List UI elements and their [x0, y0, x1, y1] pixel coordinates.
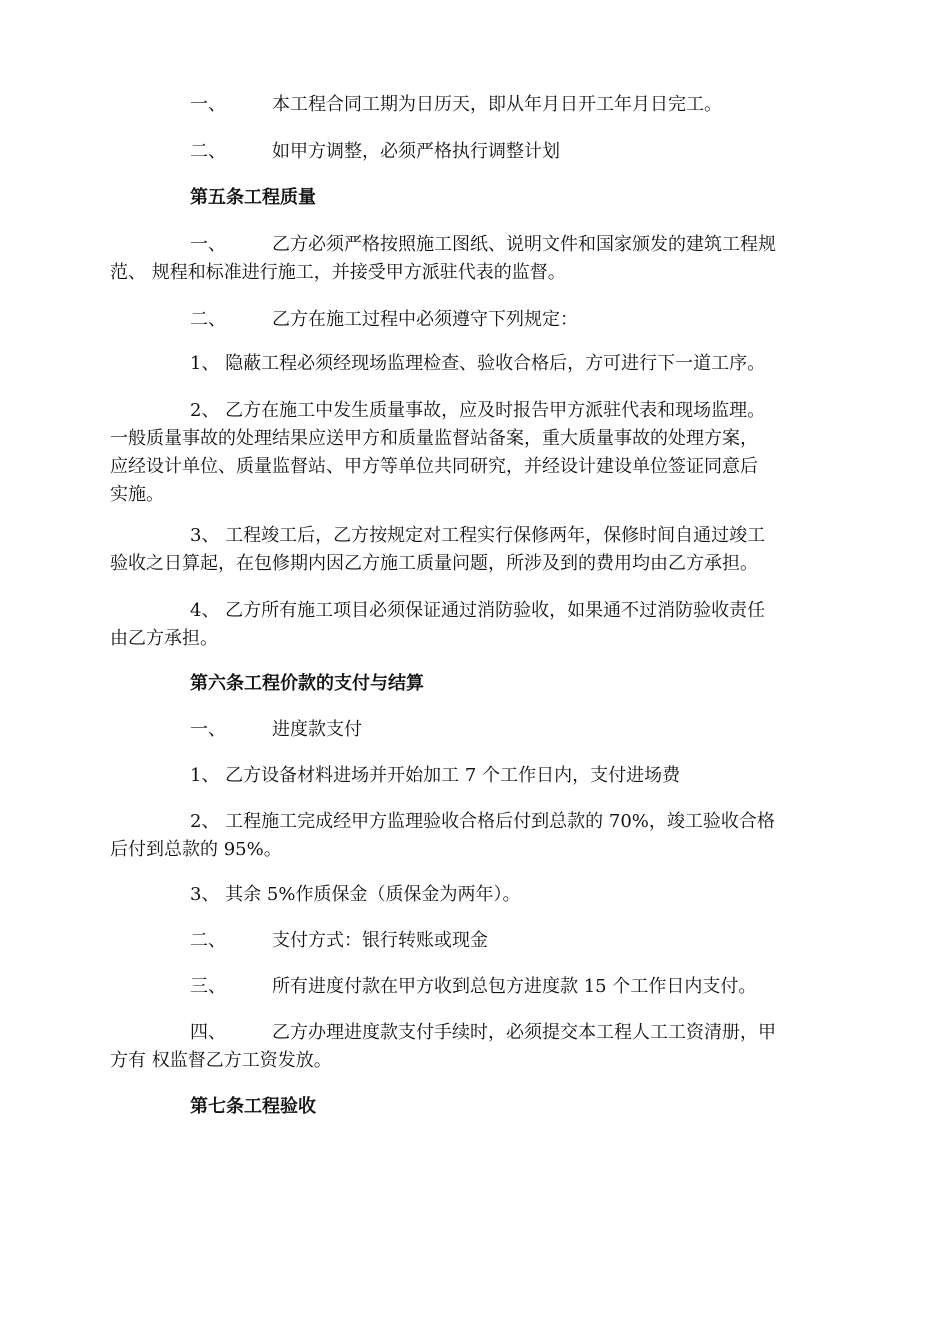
section-heading: 第六条工程价款的支付与结算 [190, 673, 424, 694]
clause-text-continued: 范、 规程和标准进行施工，并接受甲方派驻代表的监督。 [110, 262, 566, 283]
sub-clause: 2、 工程施工完成经甲方监理验收合格后付到总款的 70%，竣工验收合格 [190, 811, 775, 832]
sub-clause-continued: 实施。 [110, 484, 164, 505]
sub-clause: 2、 乙方在施工中发生质量事故，应及时报告甲方派驻代表和现场监理。 [190, 400, 766, 421]
sub-clause: 4、 乙方所有施工项目必须保证通过消防验收，如果通不过消防验收责任 [190, 600, 766, 621]
sub-clause-continued: 应经设计单位、质量监督站、甲方等单位共同研究，并经设计建设单位签证同意后 [110, 456, 758, 477]
clause-text-continued: 方有 权监督乙方工资发放。 [110, 1050, 332, 1071]
section-heading: 第七条工程验收 [190, 1096, 316, 1117]
sub-clause: 1、 乙方设备材料进场并开始加工 7 个工作日内，支付进场费 [190, 765, 681, 786]
sub-clause-continued: 一般质量事故的处理结果应送甲方和质量监督站备案，重大质量事故的处理方案， [110, 428, 758, 449]
clause-number: 二、 [190, 930, 226, 951]
clause-number: 三、 [190, 976, 226, 997]
sub-clause: 1、 隐蔽工程必须经现场监理检查、验收合格后，方可进行下一道工序。 [190, 353, 766, 374]
clause-number: 二、 [190, 141, 226, 162]
clause-text: 乙方在施工过程中必须遵守下列规定： [272, 309, 578, 330]
clause-number: 二、 [190, 309, 226, 330]
clause-number: 一、 [190, 234, 226, 255]
sub-clause: 3、 其余 5%作质保金（质保金为两年）。 [190, 884, 521, 905]
sub-clause-continued: 后付到总款的 95%。 [110, 839, 282, 860]
clause-text: 本工程合同工期为日历天，即从年月日开工年月日完工。 [272, 94, 722, 115]
section-heading: 第五条工程质量 [190, 187, 316, 208]
sub-clause: 3、 工程竣工后，乙方按规定对工程实行保修两年，保修时间自通过竣工 [190, 525, 766, 546]
clause-text: 如甲方调整，必须严格执行调整计划 [272, 141, 560, 162]
clause-text: 乙方办理进度款支付手续时，必须提交本工程人工工资清册，甲 [272, 1022, 776, 1043]
clause-text: 乙方必须严格按照施工图纸、说明文件和国家颁发的建筑工程规 [272, 234, 776, 255]
clause-text: 进度款支付 [272, 719, 362, 740]
clause-number: 一、 [190, 719, 226, 740]
clause-number: 四、 [190, 1022, 226, 1043]
clause-text: 支付方式：银行转账或现金 [272, 930, 488, 951]
sub-clause-continued: 验收之日算起，在包修期内因乙方施工质量问题，所涉及到的费用均由乙方承担。 [110, 553, 758, 574]
clause-number: 一、 [190, 94, 226, 115]
sub-clause-continued: 由乙方承担。 [110, 628, 218, 649]
clause-text: 所有进度付款在甲方收到总包方进度款 15 个工作日内支付。 [272, 976, 757, 997]
